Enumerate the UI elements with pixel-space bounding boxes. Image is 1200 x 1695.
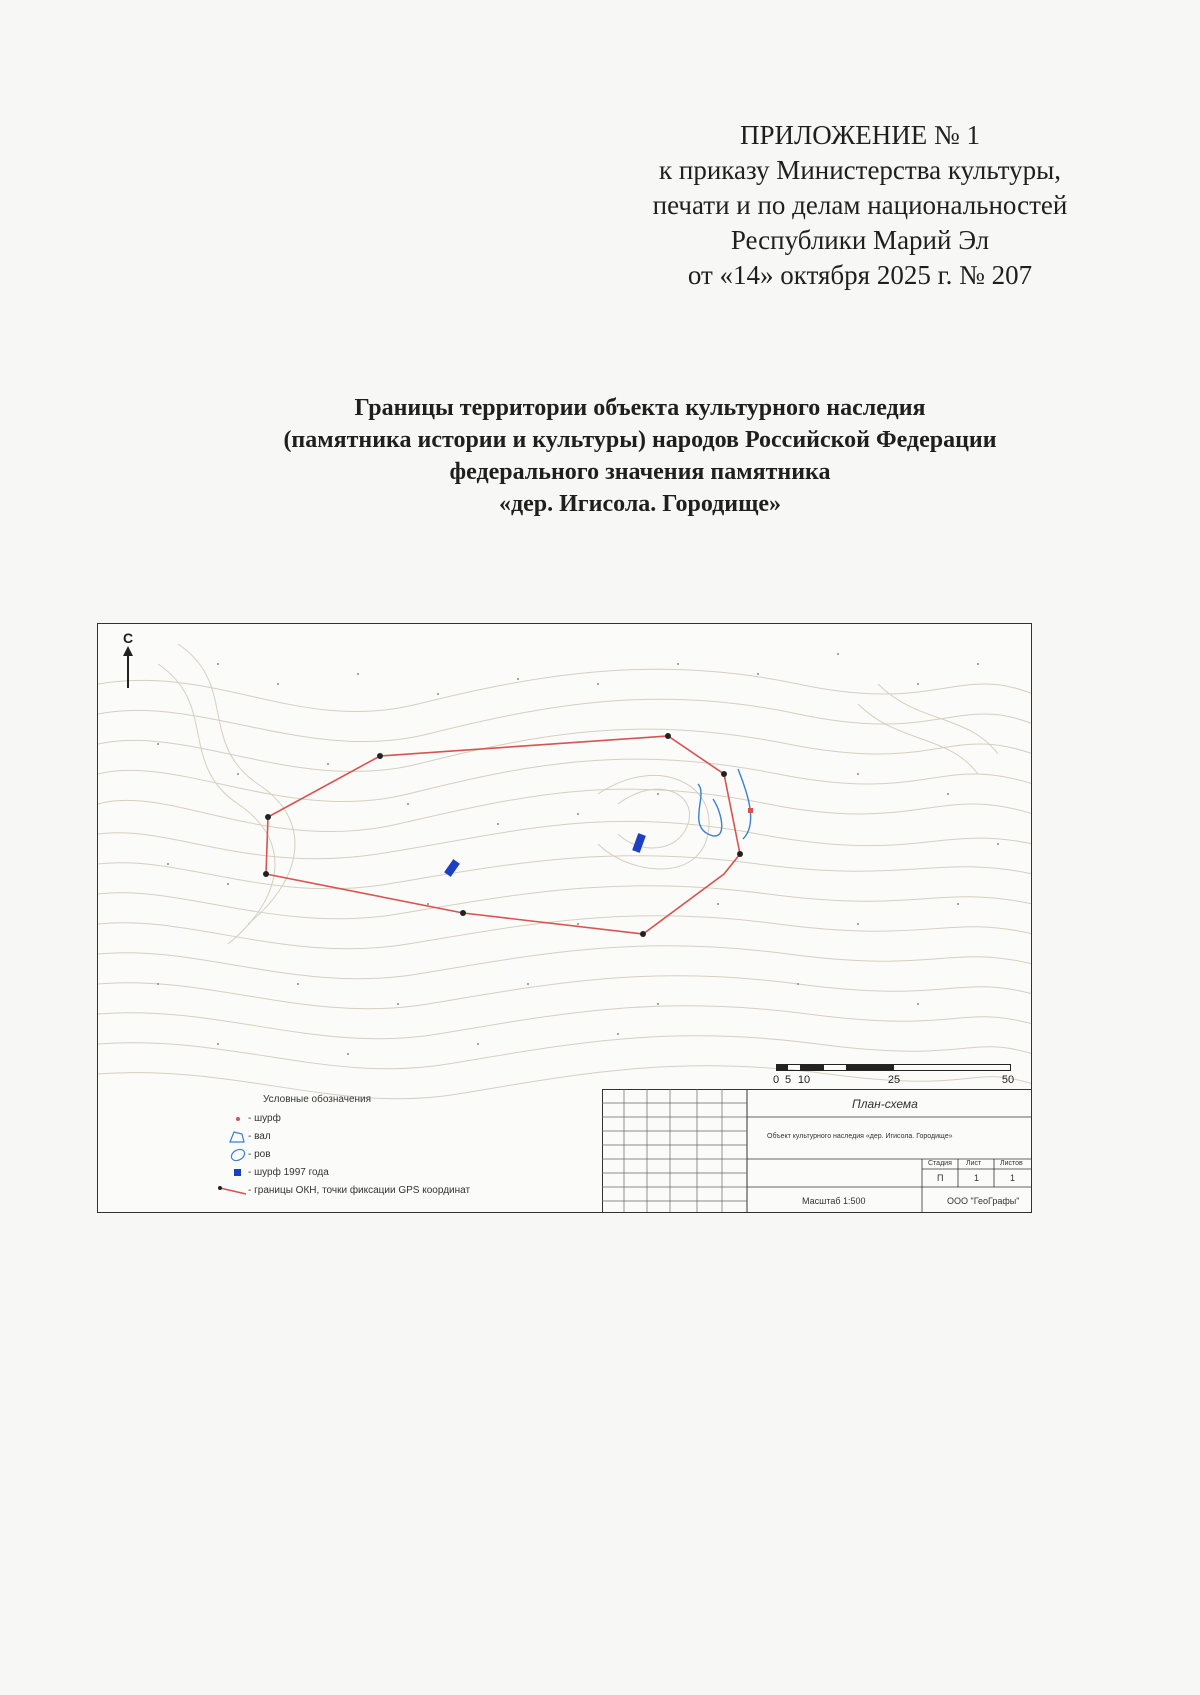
rampart-outline-icon [208, 1128, 248, 1146]
stamp-title: План-схема [852, 1097, 918, 1111]
legend-title: Условные обозначения [263, 1094, 372, 1105]
ditch-outline-icon [208, 1146, 248, 1164]
gps-point [460, 910, 466, 916]
appendix-order-ref: к приказу Министерства культуры, [659, 155, 1061, 185]
stamp-stage-value: П [937, 1173, 944, 1183]
legend-item: - вал [208, 1128, 568, 1146]
gps-point [265, 814, 271, 820]
title-line-1: Границы территории объекта культурного наследия [354, 395, 926, 421]
appendix-republic: Республики Марий Эл [730, 225, 990, 255]
scale-tick-label: 10 [797, 1074, 811, 1086]
gps-point [737, 851, 743, 857]
gps-point [665, 733, 671, 739]
appendix-date: от «14» октября 2025 г. № 207 [687, 260, 1033, 290]
gps-point [377, 753, 383, 759]
legend-item: - шурф [208, 1110, 568, 1128]
ditch-outline [738, 769, 751, 839]
gps-point [640, 931, 646, 937]
north-label: С [122, 630, 134, 646]
title-line-2: (памятника истории и культуры) народов Российской Федерации [283, 427, 997, 453]
scale-tick-label: 0 [772, 1074, 780, 1086]
stamp-grid [602, 1089, 1032, 1213]
site-plan-map [97, 623, 1032, 1213]
legend-item: - шурф 1997 года [208, 1164, 568, 1182]
scale-tick-label: 5 [784, 1074, 792, 1086]
stamp-stage-label: Стадия [928, 1160, 952, 1167]
stamp-company: ООО "ГеоГрафы" [947, 1196, 1020, 1206]
pit-1997-marker [632, 833, 646, 853]
stamp-sheet-label: Лист [966, 1160, 982, 1167]
legend-item: - ров [208, 1146, 568, 1164]
stamp-sheets-value: 1 [1010, 1173, 1016, 1183]
document-title [170, 392, 1110, 520]
legend-item: - границы ОКН, точки фиксации GPS координат [208, 1182, 568, 1200]
stamp-object: Объект культурного наследия «дер. Игисола. Городище» [767, 1133, 953, 1140]
stamp-sheet-value: 1 [974, 1173, 980, 1183]
title-line-3: федерального значения памятника [449, 459, 831, 485]
appendix-number: ПРИЛОЖЕНИЕ № 1 [739, 120, 981, 150]
scale-bar [772, 1064, 1015, 1092]
pit-dot-icon [208, 1110, 248, 1128]
pit-marker [748, 808, 753, 813]
boundary-line [266, 736, 740, 934]
gps-point [721, 771, 727, 777]
title-line-4: «дер. Игисола. Городище» [498, 491, 782, 517]
appendix-ministry: печати и по делам национальностей [652, 190, 1068, 220]
pit-1997-square-icon [208, 1164, 248, 1182]
stamp-sheets-label: Листов [1000, 1160, 1023, 1167]
north-arrow-icon [120, 630, 136, 700]
rampart-outline [698, 784, 722, 836]
stamp-scale-note: Масштаб 1:500 [802, 1196, 866, 1206]
scale-tick-label: 50 [1001, 1074, 1015, 1086]
title-block-stamp [602, 1089, 1032, 1213]
boundary-line-icon [208, 1182, 248, 1200]
north-arrow-shape [120, 630, 136, 700]
gps-point [263, 871, 269, 877]
scale-tick-label: 25 [887, 1074, 901, 1086]
appendix-header [600, 118, 1120, 293]
